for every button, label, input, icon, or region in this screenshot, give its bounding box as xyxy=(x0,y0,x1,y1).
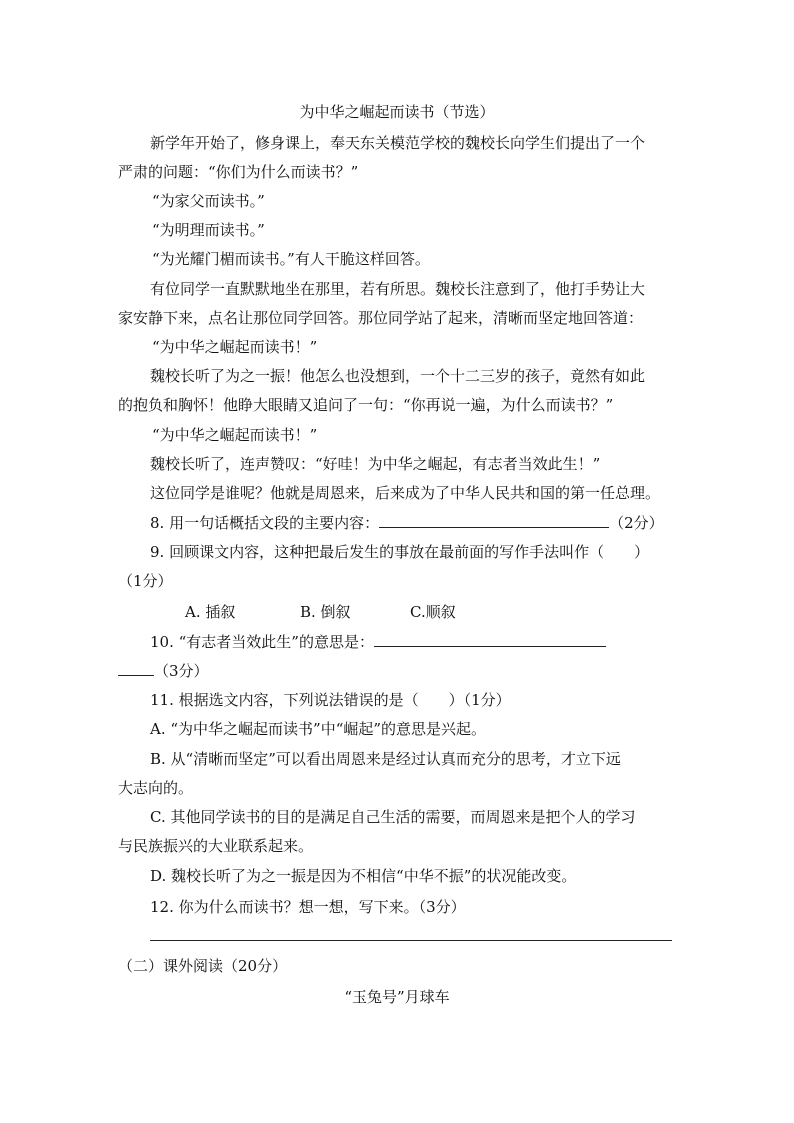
question-12-text: 12. 你为什么而读书？想一想，写下来。（3分） xyxy=(150,898,466,916)
paragraph-line: 有位同学一直默默地坐在那里，若有所思。魏校长注意到了，他打手势让大 xyxy=(150,280,646,298)
section-heading: （二）课外阅读（20分） xyxy=(118,957,288,975)
answer-blank-10a[interactable] xyxy=(374,632,606,647)
question-11-text: 11. 根据选文内容，下列说法错误的是（ ）（1分） xyxy=(150,691,511,709)
question-9-text: 9. 回顾课文内容，这种把最后发生的事放在最前面的写作手法叫作（ ） xyxy=(150,543,650,561)
answer-line-12[interactable] xyxy=(150,940,672,941)
question-8-text: 8. 用一句话概括文段的主要内容： xyxy=(150,514,380,532)
paragraph-line: 新学年开始了，修身课上，奉天东关模范学校的魏校长向学生们提出了一个 xyxy=(150,134,646,152)
paragraph-line: “为家父而读书。” xyxy=(152,192,265,210)
question-8 xyxy=(150,513,664,533)
paragraph-line: 这位同学是谁呢？他就是周恩来，后来成为了中华人民共和国的第一任总理。 xyxy=(150,484,661,502)
paragraph-line: “为中华之崛起而读书！” xyxy=(152,426,318,444)
paragraph-line: 魏校长听了为之一振！他怎么也没想到，一个十二三岁的孩子，竟然有如此 xyxy=(150,367,646,385)
question-8-score: （2分） xyxy=(609,514,664,532)
paragraph-line: 家安静下来，点名让那位同学回答。那位同学站了起来，清晰而坚定地回答道： xyxy=(118,309,644,327)
paragraph-line: 的抱负和胸怀！他睁大眼睛又追问了一句：“你再说一遍，为什么而读书？” xyxy=(118,396,614,414)
answer-blank-8[interactable] xyxy=(379,513,609,528)
question-10-continued xyxy=(118,661,209,681)
option-11b-continued: 大志向的。 xyxy=(118,779,194,797)
question-10-score: （3分） xyxy=(154,662,209,680)
section-title: “玉兔号”月球车 xyxy=(344,988,450,1006)
question-10-text: 10. “有志者当效此生”的意思是： xyxy=(150,633,374,651)
option-9c[interactable]: C.顺叙 xyxy=(410,603,456,621)
option-9b[interactable]: B. 倒叙 xyxy=(300,603,351,621)
passage-title: 为中华之崛起而读书（节选） xyxy=(299,103,495,121)
option-11d[interactable]: D. 魏校长听了为之一振是因为不相信“中华不振”的状况能改变。 xyxy=(150,867,577,885)
paragraph-line: “为光耀门楣而读书。”有人干脆这样回答。 xyxy=(152,250,430,268)
option-11c-continued: 与民族振兴的大业联系起来。 xyxy=(118,837,314,855)
paragraph-line: “为明理而读书。” xyxy=(152,221,265,239)
question-10 xyxy=(150,632,606,652)
option-11b[interactable]: B. 从“清晰而坚定”可以看出周恩来是经过认真而充分的思考，才立下远 xyxy=(150,750,621,768)
paragraph-line: 魏校长听了，连声赞叹：“好哇！为中华之崛起，有志者当效此生！” xyxy=(150,455,601,473)
paragraph-line: “为中华之崛起而读书！” xyxy=(152,338,318,356)
option-11a[interactable]: A. “为中华之崛起而读书”中“崛起”的意思是兴起。 xyxy=(150,720,487,738)
question-9-score: （1分） xyxy=(118,572,173,590)
option-9a[interactable]: A. 插叙 xyxy=(185,603,236,621)
answer-blank-10b[interactable] xyxy=(118,661,154,676)
paragraph-line: 严肃的问题：“你们为什么而读书？” xyxy=(118,163,359,181)
option-11c[interactable]: C. 其他同学读书的目的是满足自己生活的需要，而周恩来是把个人的学习 xyxy=(150,808,636,826)
